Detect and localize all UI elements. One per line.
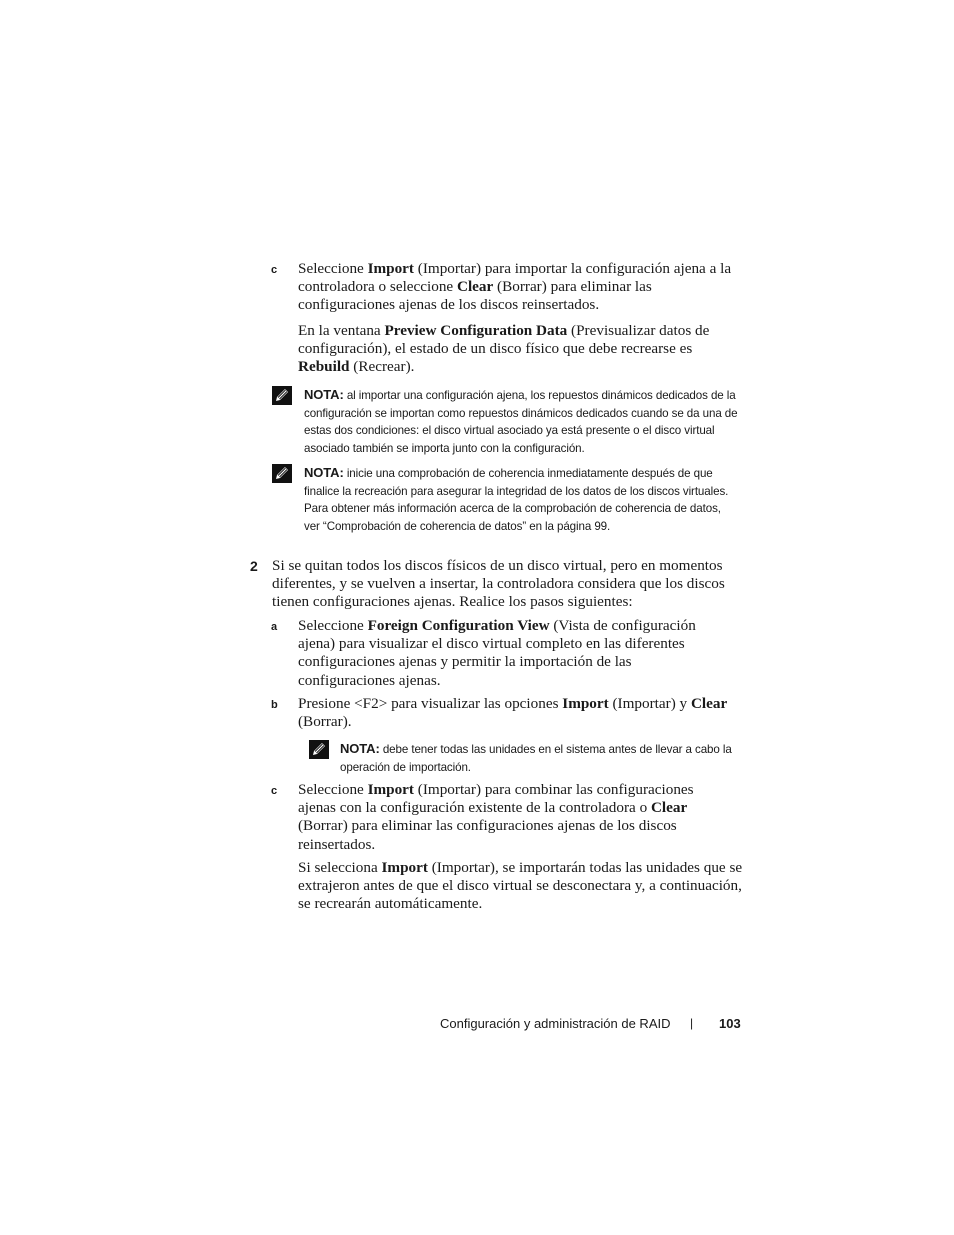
- import-result-paragraph: Si selecciona Import (Importar), se importarán todas las unidades que se extrajeron antes de que el disco virtual se desconectara y, a continuación, se recrearán automáticamente.: [298, 859, 743, 913]
- preview-config-paragraph: En la ventana Preview Configuration Data (Previsualizar datos de configuración), el estado de un disco físico que debe recrearse es Rebuild (Recrear).: [298, 322, 710, 376]
- note-pencil-icon: [272, 464, 292, 483]
- footer-section-title: Configuración y administración de RAID: [440, 1016, 671, 1031]
- note-pencil-icon: [309, 740, 329, 759]
- note-import-drives: NOTA: debe tener todas las unidades en el sistema antes de llevar a cabo la operación de importación.: [340, 741, 732, 774]
- page-number: 103: [719, 1016, 741, 1031]
- step-b-paragraph: Presione <F2> para visualizar las opciones Import (Importar) y Clear (Borrar).: [298, 695, 728, 731]
- step-marker-a: a: [271, 621, 278, 633]
- note-foreign-hot-spares: NOTA: al importar una configuración ajena, los repuestos dinámicos dedicados de la configuración se importan como repuestos dinámicos dedicados cuando se da una de estas dos condiciones: el disco virtual asociado ya está presente o el disco virtual asociado también se importa junto con la configuración.: [304, 387, 738, 455]
- step-marker-2: 2: [250, 558, 258, 574]
- step-marker-c: c: [271, 264, 278, 276]
- step-a-paragraph: Seleccione Foreign Configuration View (Vista de configuración ajena) para visualizar el disco virtual completo en las diferentes configuraciones ajenas y permitir la importación de las configuraciones ajenas.: [298, 617, 696, 689]
- footer-separator: |: [690, 1016, 694, 1030]
- step-marker-b: b: [271, 699, 278, 711]
- step-c-import-paragraph: Seleccione Import (Importar) para combinar las configuraciones ajenas con la configuración existente de la controladora o Clear (Borrar) para eliminar las configuraciones ajenas de los discos reinsertados.: [298, 781, 694, 853]
- note-consistency-check: NOTA: inicie una comprobación de coherencia inmediatamente después de que finalice la recreación para asegurar la integridad de los datos de los discos virtuales. Para obtener más información acerca de la comprobación de coherencia de datos, ver “Comprobación de coherencia de datos” en la página 99.: [304, 465, 729, 533]
- step-c-paragraph: Seleccione Import (Importar) para importar la configuración ajena a la controladora o seleccione Clear (Borrar) para eliminar las configuraciones ajenas de los discos reinsertados.: [298, 260, 732, 314]
- step-2-paragraph: Si se quitan todos los discos físicos de un disco virtual, pero en momentos diferentes, y se vuelven a insertar, la controladora considera que los discos tienen configuraciones ajenas. Realice los pasos siguientes:: [272, 557, 725, 611]
- step-marker-c: c: [271, 785, 278, 797]
- note-pencil-icon: [272, 386, 292, 405]
